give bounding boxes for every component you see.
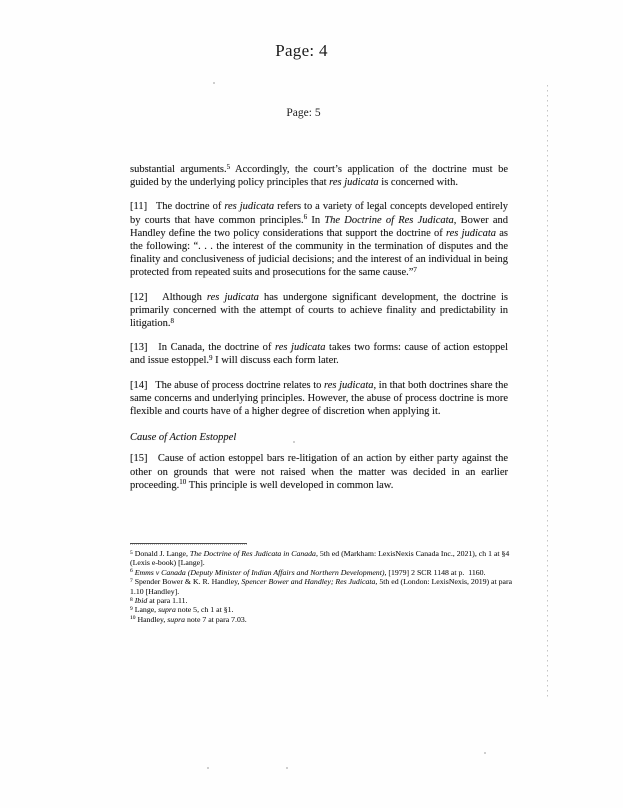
footnote-7: $^7$ Spender Bower & K. R. Handley, Spencer Bower and Handley; Res Judicata, 5th ed (London: LexisNexis, 2019) at para 1.10 [Handley].: [130, 577, 513, 596]
paragraph-11: [11] The doctrine of res judicata refers to a variety of legal concepts developed entirely by courts that have common principles.$^6$ In The Doctrine of Res Judicata, Bower and Handley define the two policy considerations that support the doctrine of res judicata as the following: “. . . the interest of the community in the termination of disputes and the finality and conclusiveness of judicial decisions; and the interest of an individual in being protected from repeated suits and prosecutions for the same cause.”$^7$: [130, 201, 509, 279]
scan-speck: [213, 82, 215, 84]
footnote-5: $^5$ Donald J. Lange, The Doctrine of Res Judicata in Canada, 5th ed (Markham: LexisNexis Canada Inc., 2021), ch 1 at §4 (Lexis e-book) [Lange].: [130, 549, 510, 568]
scan-speck: [207, 767, 209, 769]
paragraph-14: [14] The abuse of process doctrine relates to res judicata, in that both doctrines share the same concerns and underlying principles. However, the abuse of process doctrine is more flexible and courts have of a higher degree of discretion when applying it.: [130, 379, 508, 418]
footnote-8: $^8$ Ibid at para 1.11.: [130, 596, 188, 606]
footnote-separator: [130, 543, 247, 545]
scan-artifact-line: [547, 85, 548, 697]
footnote-9: $^9$ Lange, supra note 5, ch 1 at §1.: [130, 605, 234, 615]
scan-speck: [484, 752, 486, 754]
scan-speck: [293, 441, 295, 443]
page-body: [130, 163, 508, 503]
page-5-header: Page: 5: [286, 107, 321, 119]
paragraph-12: [12] Although res judicata has undergone significant development, the doctrine is primarily concerned with the attempt of courts to achieve finality and predictability in litigation.$^8$: [130, 291, 508, 330]
scan-speck: [286, 767, 288, 769]
footnotes-section: [130, 543, 514, 624]
paragraph-13: [13] In Canada, the doctrine of res judicata takes two forms: cause of action estoppel and issue estoppel.$^9$ I will discuss each form later.: [130, 342, 509, 367]
section-heading-cause-of-action-estoppel: Cause of Action Estoppel: [130, 432, 237, 444]
paragraph-15: [15] Cause of action estoppel bars re-litigation of an action by either party against the other on grounds that were not raised when the matter was decided in an earlier proceeding.$^{10}$ This principle is well developed in common law.: [130, 453, 508, 491]
footnote-10: $^{10}$ Handley, supra note 7 at para 7.03.: [130, 614, 247, 624]
paragraph-intro: substantial arguments.$^5$ Accordingly, the court’s application of the doctrine must be guided by the underlying policy principles that res judicata is concerned with.: [130, 162, 508, 189]
footnote-6: $^6$ Emms v Canada (Deputy Minister of Indian Affairs and Northern Development), [1979] 2 SCR 1148 at p. 1160.: [130, 567, 486, 577]
page-4-header: Page: 4: [275, 41, 328, 60]
